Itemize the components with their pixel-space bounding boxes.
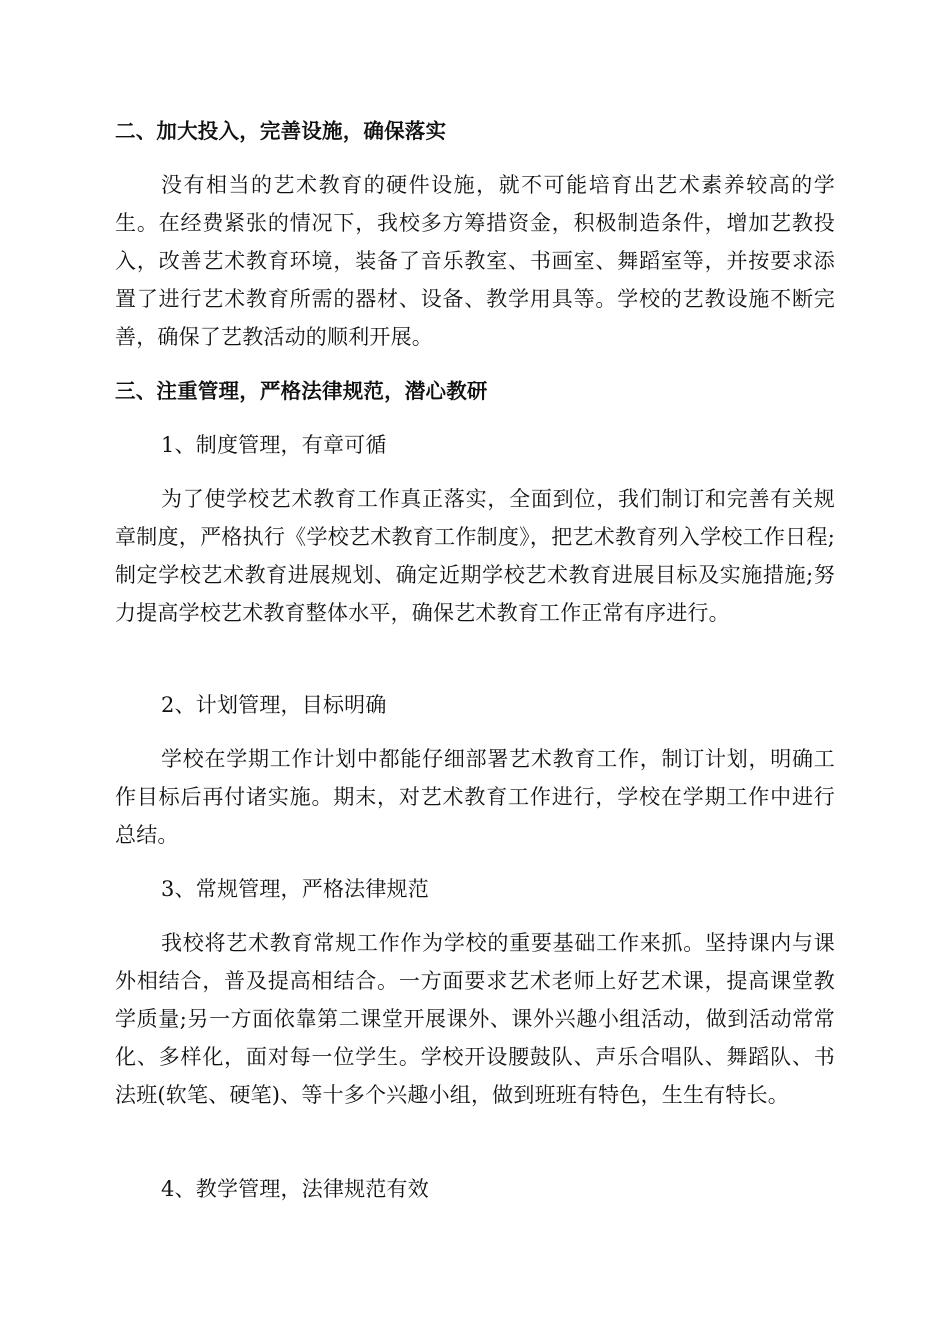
section-heading-3: 三、注重管理，严格法律规范，潜心教研 (115, 379, 488, 403)
item-heading-1: 1、制度管理，有章可循 (161, 433, 387, 457)
item-3-paragraph: 我校将艺术教育常规工作作为学校的重要基础工作来抓。坚持课内与课外相结合，普及提高相结合。一方面要求艺术老师上好艺术课，提高课堂教学质量;另一方面依靠第二课堂开展课外、课外兴趣小组活动，做到活动常常化、多样化，面对每一位学生。学校开设腰鼓队、声乐合唱队、舞蹈队、书法班(软笔、硬笔)、等十多个兴趣小组，做到班班有特色，生生有特长。 (115, 931, 835, 1107)
item-heading-2: 2、计划管理，目标明确 (161, 693, 387, 717)
section-2-paragraph: 没有相当的艺术教育的硬件设施，就不可能培育出艺术素养较高的学生。在经费紧张的情况下，我校多方筹措资金，积极制造条件，增加艺教投入，改善艺术教育环境，装备了音乐教室、书画室、舞蹈室等，并按要求添置了进行艺术教育所需的器材、设备、教学用具等。学校的艺教设施不断完善，确保了艺教活动的顺利开展。 (115, 173, 835, 349)
item-heading-4: 4、教学管理，法律规范有效 (161, 1177, 429, 1201)
item-1-paragraph: 为了使学校艺术教育工作真正落实，全面到位，我们制订和完善有关规章制度，严格执行《学校艺术教育工作制度》，把艺术教育列入学校工作日程;制定学校艺术教育进展规划、确定近期学校艺术教育进展目标及实施措施;努力提高学校艺术教育整体水平，确保艺术教育工作正常有序进行。 (115, 487, 835, 625)
section-heading-2: 二、加大投入，完善设施，确保落实 (115, 119, 447, 143)
item-2-paragraph: 学校在学期工作计划中都能仔细部署艺术教育工作，制订计划，明确工作目标后再付诸实施。期末，对艺术教育工作进行，学校在学期工作中进行总结。 (115, 747, 835, 847)
item-heading-3: 3、常规管理，严格法律规范 (161, 877, 429, 901)
